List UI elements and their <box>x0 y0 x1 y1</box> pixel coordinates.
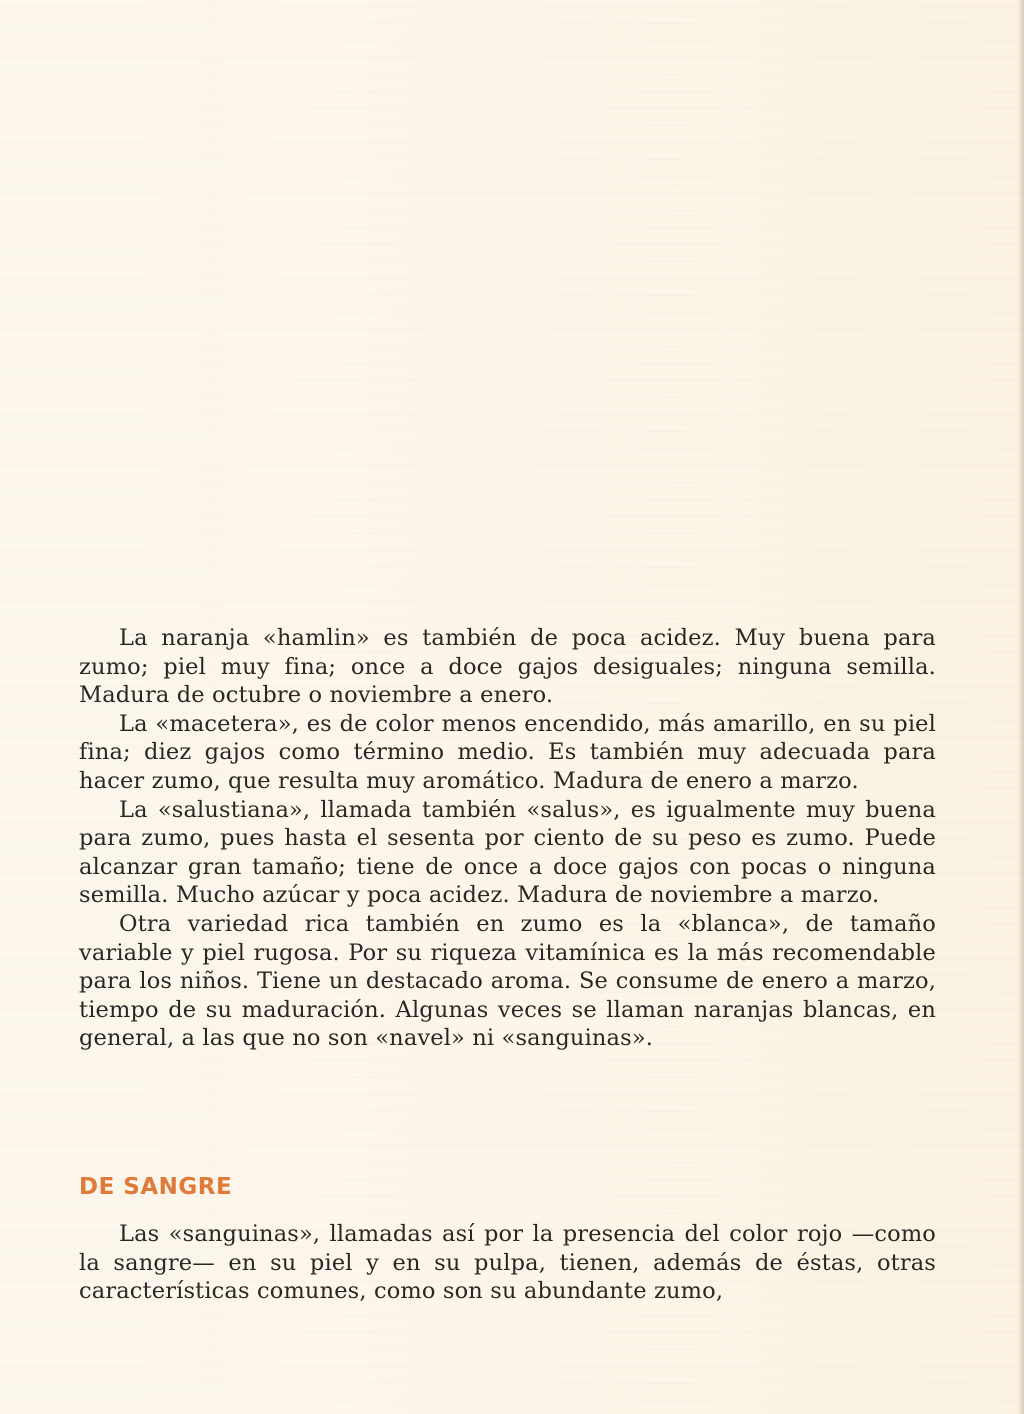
page-edge-shadow <box>1018 0 1024 1414</box>
paragraph-sanguinas: Las «sanguinas», llamadas así por la presencia del color rojo —como la sangre— en su piel y en su pulpa, tienen, además de éstas, otras características comunes, como son su abundante zumo, <box>79 1221 936 1305</box>
paragraph-macetera: La «macetera», es de color menos encendido, más amarillo, en su piel fina; diez gajos como término medio. Es también muy adecuada para hacer zumo, que resulta muy aromático. Madura de enero a marzo. <box>79 710 936 794</box>
paragraph-hamlin: La naranja «hamlin» es también de poca acidez. Muy buena para zumo; piel muy fina; once a doce gajos desiguales; ninguna semilla. Madura de octubre o noviembre a enero. <box>79 625 936 709</box>
section-heading: DE SANGRE <box>79 1174 233 1200</box>
body-text <box>79 624 936 1053</box>
section-body-text <box>79 1220 936 1306</box>
paragraph-salustiana: La «salustiana», llamada también «salus», es igualmente muy buena para zumo, pues hasta el sesenta por ciento de su peso es zumo. Puede alcanzar gran tamaño; tiene de once a doce gajos con pocas o ninguna semilla. Mucho azúcar y poca acidez. Madura de noviembre a marzo. <box>79 796 936 909</box>
paragraph-blanca: Otra variedad rica también en zumo es la «blanca», de tamaño variable y piel rugosa. Por su riqueza vitamínica es la más recomendable para los niños. Tiene un destacado aroma. Se consume de enero a marzo, tiempo de su maduración. Algunas veces se llaman naranjas blancas, en general, a las que no son «navel» ni «sanguinas». <box>79 910 936 1052</box>
